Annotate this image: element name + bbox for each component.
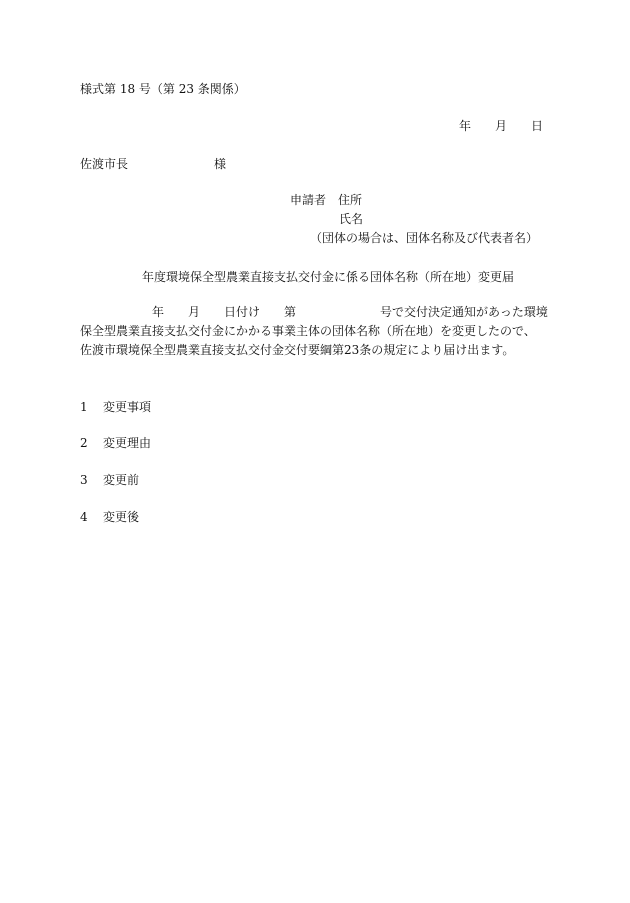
addressee xyxy=(80,157,227,172)
body-line: 保全型農業直接支払交付金にかかる事業主体の団体名称（所在地）を変更したので、 xyxy=(80,324,536,338)
form-number: 様式第 18 号（第 23 条関係） xyxy=(80,82,246,96)
addressee-honorific: 様 xyxy=(214,157,227,171)
item-label: 変更事項 xyxy=(103,400,152,414)
list-item xyxy=(80,510,139,525)
body-line: 佐渡市環境保全型農業直接支払交付金交付要綱第23条の規定により届け出ます。 xyxy=(80,343,515,357)
item-number: 4 xyxy=(80,510,88,524)
body-line: 年 月 日付け 第 号で交付決定通知があった環境 xyxy=(80,305,548,319)
applicant-name-label: 氏名 xyxy=(339,212,364,226)
document-title: 年度環境保全型農業直接支払交付金に係る団体名称（所在地）変更届 xyxy=(142,270,515,284)
item-number: 2 xyxy=(80,436,88,450)
date-line: 年 月 日 xyxy=(459,119,544,133)
addressee-name: 佐渡市長 xyxy=(80,157,129,171)
applicant-note: （団体の場合は、団体名称及び代表者名） xyxy=(310,231,539,245)
list-item xyxy=(80,436,151,451)
item-label: 変更理由 xyxy=(103,436,152,450)
list-item xyxy=(80,400,151,415)
item-number: 3 xyxy=(80,473,88,487)
item-label: 変更前 xyxy=(103,473,140,487)
item-label: 変更後 xyxy=(103,510,140,524)
list-item xyxy=(80,473,139,488)
item-number: 1 xyxy=(80,400,88,414)
applicant-address-label: 申請者 住所 xyxy=(290,193,363,207)
